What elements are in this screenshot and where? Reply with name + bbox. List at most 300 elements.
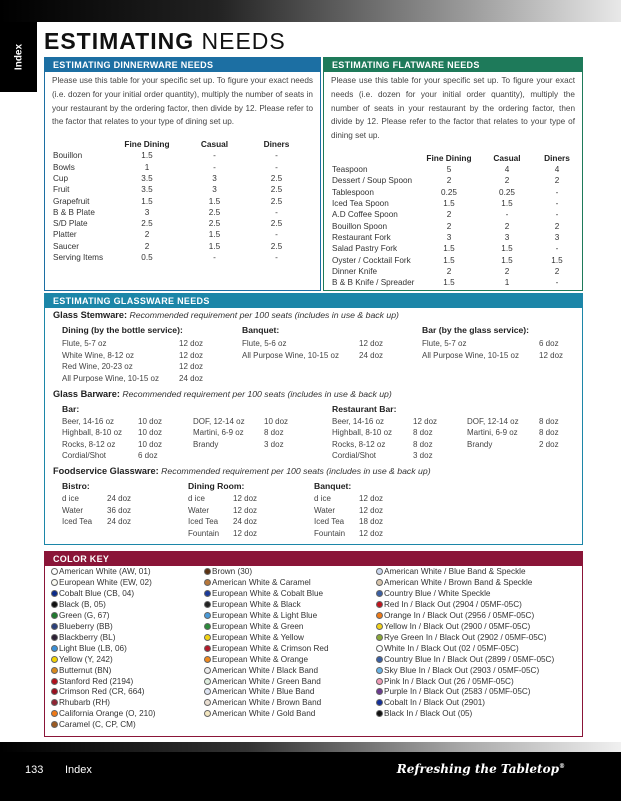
factor-value: 1.5 bbox=[501, 255, 513, 265]
glass-quantity: 8 doz bbox=[539, 417, 559, 426]
factor-value: 2.5 bbox=[270, 241, 283, 251]
glass-item: DOF, 12-14 oz bbox=[193, 417, 245, 426]
table-row bbox=[332, 277, 578, 288]
factor-value: 2.5 bbox=[270, 219, 283, 229]
color-label: European White (EW, 02) bbox=[59, 577, 152, 587]
barware-title bbox=[53, 389, 392, 399]
factor-value: 1.5 bbox=[443, 244, 455, 254]
factor-value: 3.5 bbox=[141, 185, 153, 195]
color-label: American White / Brown Band bbox=[212, 698, 322, 708]
table-row bbox=[332, 164, 578, 175]
glass-quantity: 12 doz bbox=[359, 339, 384, 348]
glass-item: Rocks, 8-12 oz bbox=[62, 439, 116, 449]
table-row bbox=[332, 198, 578, 209]
factor-value: 2.5 bbox=[270, 196, 283, 206]
color-label: Brown (30) bbox=[212, 567, 253, 576]
glass-quantity: 12 doz bbox=[359, 528, 384, 538]
color-swatch bbox=[204, 678, 211, 685]
registered-mark: ® bbox=[559, 763, 565, 770]
item-name: S/D Plate bbox=[53, 219, 88, 229]
glass-item: All Purpose Wine, 10-15 oz bbox=[242, 350, 339, 360]
color-label: Orange In / Black Out (2956 / 05MF-05C) bbox=[384, 610, 535, 620]
item-name: B & B Knife / Spreader bbox=[332, 278, 415, 288]
table-row bbox=[53, 218, 303, 229]
table-row bbox=[53, 150, 303, 161]
color-label: European White & Cobalt Blue bbox=[212, 588, 324, 598]
color-swatch bbox=[376, 601, 383, 608]
glass-quantity: 24 doz bbox=[107, 494, 132, 503]
color-label: Cobalt Blue (CB, 04) bbox=[59, 588, 135, 598]
glass-item: All Purpose Wine, 10-15 oz bbox=[422, 350, 519, 360]
glass-quantity: 12 doz bbox=[413, 417, 438, 426]
color-label: Yellow In / Black Out (2900 / 05MF-05C) bbox=[384, 621, 531, 631]
glass-item: Rocks, 8-12 oz bbox=[332, 439, 386, 449]
dinnerware-panel bbox=[44, 57, 321, 291]
table-row bbox=[53, 229, 303, 240]
factor-value: 2.5 bbox=[270, 185, 283, 195]
color-key-item bbox=[376, 709, 472, 720]
glass-quantity: 8 doz bbox=[413, 439, 433, 449]
color-label: European White & Black bbox=[212, 599, 301, 609]
table-row bbox=[332, 175, 578, 186]
glass-item: Water bbox=[314, 505, 336, 515]
color-swatch bbox=[204, 634, 211, 641]
item-name: Salad Pastry Fork bbox=[332, 244, 398, 254]
glass-item: Fountain bbox=[188, 528, 220, 538]
factor-value: 1.5 bbox=[208, 196, 221, 206]
color-key-item bbox=[376, 666, 539, 677]
color-label: Stanford Red (2194) bbox=[59, 676, 134, 686]
color-key-item bbox=[376, 622, 530, 633]
column-header: Fine Dining bbox=[124, 139, 170, 150]
color-key-heading: COLOR KEY bbox=[45, 552, 582, 566]
glass-quantity: 36 doz bbox=[107, 505, 132, 515]
glass-quantity: 12 doz bbox=[179, 350, 204, 360]
glass-quantity: 24 doz bbox=[359, 350, 384, 360]
factor-value: 3 bbox=[144, 207, 150, 217]
factor-value: 2.5 bbox=[141, 219, 153, 229]
color-swatch bbox=[51, 634, 58, 641]
glass-quantity: 6 doz bbox=[539, 339, 559, 348]
footer bbox=[0, 752, 621, 801]
factor-value: - bbox=[505, 210, 509, 220]
color-swatch bbox=[51, 710, 58, 717]
factor-value: 2.5 bbox=[208, 219, 221, 229]
factor-value: 3 bbox=[212, 185, 217, 195]
color-swatch bbox=[376, 710, 383, 717]
color-swatch bbox=[376, 688, 383, 695]
table-row bbox=[53, 207, 303, 218]
glass-item: Cordial/Shot bbox=[332, 451, 377, 461]
color-label: Blackberry (BL) bbox=[59, 632, 116, 642]
factor-value: 2 bbox=[144, 241, 150, 251]
glass-quantity: 24 doz bbox=[233, 517, 258, 527]
table-row bbox=[332, 266, 578, 277]
column-header bbox=[332, 152, 420, 164]
glass-quantity: 10 doz bbox=[264, 417, 289, 426]
color-key-item bbox=[51, 720, 136, 731]
factor-value: 0.25 bbox=[441, 187, 457, 197]
glass-item: Iced Tea bbox=[62, 517, 93, 527]
factor-value: - bbox=[555, 210, 559, 220]
item-name: Saucer bbox=[53, 241, 79, 251]
factor-value: 1 bbox=[504, 278, 510, 288]
factor-value: 0.25 bbox=[499, 187, 515, 197]
glass-quantity: 24 doz bbox=[107, 517, 132, 527]
color-label: White In / Black Out (02 / 05MF-05C) bbox=[384, 643, 519, 653]
factor-value: 1.5 bbox=[551, 255, 563, 265]
glass-quantity: 6 doz bbox=[138, 451, 158, 461]
color-key-item bbox=[376, 644, 519, 655]
color-key-item bbox=[376, 655, 554, 666]
table-row bbox=[332, 254, 578, 265]
flatware-panel bbox=[323, 57, 583, 291]
factor-value: 5 bbox=[446, 165, 452, 175]
factor-value: 4 bbox=[554, 165, 560, 175]
factor-value: 1.5 bbox=[501, 244, 513, 254]
dinnerware-intro: Please use this table for your specific set up. To figure your exact needs (i.e. dozen for your initial order quantity), multiply the number of seats in your restaurant by the ordering factor, then divide by 12. Please refer to the factor that relates to your type of dining set up. bbox=[52, 76, 313, 127]
color-key-item bbox=[376, 633, 546, 644]
factor-value: 1 bbox=[144, 162, 150, 172]
item-name: Dessert / Soup Spoon bbox=[332, 176, 413, 186]
color-swatch bbox=[204, 710, 211, 717]
color-swatch bbox=[376, 568, 383, 575]
glass-quantity: 12 doz bbox=[233, 494, 258, 503]
color-label: European White & Green bbox=[212, 621, 304, 631]
color-label: American White / Blue Band & Speckle bbox=[384, 567, 526, 576]
factor-value: - bbox=[275, 162, 278, 172]
glass-item: Fountain bbox=[314, 528, 346, 538]
color-key-item bbox=[51, 611, 110, 622]
item-name: Tablespoon bbox=[332, 187, 374, 197]
color-swatch bbox=[204, 601, 211, 608]
glass-quantity: 18 doz bbox=[359, 517, 384, 527]
color-swatch bbox=[376, 656, 383, 663]
glass-item: Flute, 5-7 oz bbox=[422, 339, 467, 348]
brand-text: Refreshing the Tabletop bbox=[396, 762, 559, 776]
color-key-item bbox=[204, 622, 303, 633]
foodservice-group-label: Banquet: bbox=[314, 481, 352, 491]
glass-quantity: 12 doz bbox=[233, 505, 258, 515]
factor-value: - bbox=[275, 151, 278, 161]
glass-item: Iced Tea bbox=[314, 517, 345, 527]
table-row bbox=[53, 241, 303, 252]
glass-quantity: 12 doz bbox=[539, 350, 564, 360]
glass-item: All Purpose Wine, 10-15 oz bbox=[62, 373, 159, 383]
glass-quantity: 12 doz bbox=[359, 494, 384, 503]
factor-value: 2 bbox=[144, 230, 150, 240]
factor-value: - bbox=[213, 151, 216, 161]
color-swatch bbox=[376, 667, 383, 674]
bottom-gradient-band bbox=[0, 742, 621, 752]
foodservice-title bbox=[53, 466, 431, 476]
color-key-item bbox=[51, 578, 152, 589]
color-swatch bbox=[51, 721, 58, 728]
table-row bbox=[332, 243, 578, 254]
side-tab-label: Index bbox=[13, 43, 24, 71]
glass-item: Flute, 5-6 oz bbox=[242, 339, 287, 348]
factor-value: 1.5 bbox=[443, 255, 455, 265]
factor-value: 2.5 bbox=[270, 173, 283, 183]
color-label: Purple In / Black Out (2583 / 05MF-05C) bbox=[384, 687, 531, 697]
stemware-group-label: Dining (by the bottle service): bbox=[62, 325, 183, 335]
glass-item: Highball, 8-10 oz bbox=[62, 428, 123, 438]
glass-quantity: 10 doz bbox=[138, 439, 163, 449]
factor-value: 3 bbox=[212, 173, 217, 183]
table-header-row bbox=[53, 138, 303, 150]
glass-quantity: 2 doz bbox=[539, 439, 559, 449]
color-label: American White / Green Band bbox=[212, 676, 321, 686]
page-number: 133 bbox=[25, 764, 44, 776]
factor-value: 2 bbox=[446, 266, 452, 276]
factor-value: 2 bbox=[554, 176, 560, 186]
factor-value: - bbox=[555, 187, 559, 197]
factor-value: - bbox=[555, 199, 559, 209]
column-header: Fine Dining bbox=[426, 152, 472, 163]
factor-value: 2 bbox=[554, 221, 560, 231]
color-label: Butternut (BN) bbox=[59, 665, 112, 675]
item-name: Platter bbox=[53, 230, 77, 240]
color-label: Pink In / Black Out (26 / 05MF-05C) bbox=[384, 676, 514, 686]
color-swatch bbox=[376, 590, 383, 597]
factor-value: - bbox=[213, 253, 216, 262]
factor-value: 3 bbox=[554, 232, 560, 242]
barware-note: Recommended requirement per 100 seats (includes in use & back up) bbox=[119, 389, 392, 399]
color-label: American White (AW, 01) bbox=[59, 567, 151, 576]
table-row bbox=[332, 187, 578, 198]
color-key-item bbox=[376, 611, 534, 622]
table-row bbox=[53, 161, 303, 172]
restaurant-bar-label: Restaurant Bar: bbox=[332, 404, 397, 414]
color-label: Crimson Red (CR, 664) bbox=[59, 687, 145, 697]
color-key-item bbox=[204, 567, 252, 578]
color-label: American White / Gold Band bbox=[212, 709, 316, 719]
color-label: Rye Green In / Black Out (2902 / 05MF-05C) bbox=[384, 632, 547, 642]
color-label: Caramel (C, CP, CM) bbox=[59, 720, 136, 730]
factor-value: 4 bbox=[504, 165, 510, 175]
color-swatch bbox=[204, 667, 211, 674]
color-swatch bbox=[204, 579, 211, 586]
color-swatch bbox=[51, 667, 58, 674]
color-key-item bbox=[376, 600, 522, 611]
glass-item: Martini, 6-9 oz bbox=[193, 428, 244, 438]
factor-value: 2 bbox=[446, 210, 452, 220]
table-row bbox=[332, 220, 578, 231]
color-key-item bbox=[204, 666, 318, 677]
color-key-item bbox=[51, 677, 133, 688]
color-key-item bbox=[204, 687, 314, 698]
dinnerware-heading: ESTIMATING DINNERWARE NEEDS bbox=[45, 58, 320, 72]
factor-value: 3 bbox=[504, 232, 510, 242]
glass-quantity: 12 doz bbox=[359, 505, 384, 515]
glass-item: Martini, 6-9 oz bbox=[467, 428, 518, 438]
color-key-item bbox=[51, 644, 127, 655]
glass-item: Water bbox=[62, 505, 84, 515]
stemware-group-label: Bar (by the glass service): bbox=[422, 325, 529, 335]
top-gradient-band bbox=[0, 0, 621, 22]
factor-value: 2 bbox=[446, 221, 452, 231]
color-swatch bbox=[376, 612, 383, 619]
glassware-heading: ESTIMATING GLASSWARE NEEDS bbox=[45, 294, 582, 308]
glass-item: Brandy bbox=[193, 439, 219, 449]
color-key-item bbox=[204, 633, 304, 644]
stemware-title bbox=[53, 310, 399, 320]
color-key-item bbox=[51, 655, 113, 666]
color-label: Sky Blue In / Black Out (2903 / 05MF-05C) bbox=[384, 665, 540, 675]
title-light: NEEDS bbox=[194, 28, 286, 54]
color-swatch bbox=[204, 645, 211, 652]
color-label: Cobalt In / Black Out (2901) bbox=[384, 698, 486, 708]
color-label: Green (G, 67) bbox=[59, 610, 110, 620]
color-swatch bbox=[204, 699, 211, 706]
color-swatch bbox=[376, 579, 383, 586]
factor-value: 2 bbox=[504, 176, 510, 186]
factor-value: 0.5 bbox=[141, 253, 153, 262]
factor-value: 1.5 bbox=[443, 278, 455, 288]
factor-value: 1.5 bbox=[501, 199, 513, 209]
glass-item: Highball, 8-10 oz bbox=[332, 428, 393, 438]
factor-value: - bbox=[555, 244, 559, 254]
color-label: Yellow (Y, 242) bbox=[59, 654, 113, 664]
color-swatch bbox=[204, 656, 211, 663]
factor-value: 1.5 bbox=[141, 196, 153, 206]
factor-value: 2 bbox=[504, 221, 510, 231]
color-label: Light Blue (LB, 06) bbox=[59, 643, 127, 653]
table-row bbox=[53, 252, 303, 263]
footer-section-link[interactable]: Index bbox=[65, 764, 92, 776]
glass-quantity: 8 doz bbox=[264, 428, 284, 438]
dinnerware-table bbox=[53, 138, 303, 263]
factor-value: - bbox=[275, 207, 278, 217]
color-key-item bbox=[204, 655, 308, 666]
color-key-item bbox=[204, 698, 321, 709]
color-label: Black In / Black Out (05) bbox=[384, 709, 473, 719]
color-swatch bbox=[51, 699, 58, 706]
color-key-item bbox=[376, 578, 532, 589]
glass-quantity: 12 doz bbox=[233, 528, 258, 538]
flatware-table bbox=[332, 152, 578, 288]
glass-item: Brandy bbox=[467, 439, 493, 449]
color-key-item bbox=[51, 709, 155, 720]
factor-value: 2 bbox=[504, 266, 510, 276]
glass-item: d ice bbox=[188, 494, 205, 503]
color-key-item bbox=[204, 589, 323, 600]
flatware-intro: Please use this table for your specific set up. To figure your exact needs (i.e. dozen for your initial order quantity), multiply the number of seats in your restaurant by the ordering factor, then divide by 12. Please refer to the factor that relates to your type of dining set up. bbox=[331, 76, 575, 141]
color-key-item bbox=[204, 611, 317, 622]
glass-quantity: 10 doz bbox=[138, 417, 163, 426]
glass-quantity: 8 doz bbox=[539, 428, 559, 438]
item-name: A.D Coffee Spoon bbox=[332, 210, 398, 220]
color-swatch bbox=[51, 568, 58, 575]
item-name: Iced Tea Spoon bbox=[332, 199, 389, 209]
factor-value: 1.5 bbox=[443, 199, 455, 209]
color-key-item bbox=[51, 567, 151, 578]
table-row bbox=[53, 173, 303, 184]
glass-quantity: 3 doz bbox=[413, 451, 433, 461]
item-name: Bouillon Spoon bbox=[332, 221, 388, 231]
color-key-item bbox=[51, 687, 145, 698]
glass-quantity: 12 doz bbox=[179, 362, 204, 372]
color-label: European White & Yellow bbox=[212, 632, 304, 642]
table-row bbox=[332, 209, 578, 220]
glass-item: Beer, 14-16 oz bbox=[62, 417, 115, 426]
color-swatch bbox=[51, 645, 58, 652]
title-bold: ESTIMATING bbox=[44, 28, 195, 54]
index-side-tab[interactable] bbox=[0, 22, 37, 92]
factor-value: - bbox=[275, 253, 278, 262]
color-swatch bbox=[204, 590, 211, 597]
color-key-item bbox=[204, 600, 301, 611]
glass-quantity: 10 doz bbox=[138, 428, 163, 438]
glass-quantity: 12 doz bbox=[179, 339, 204, 348]
color-key-item bbox=[51, 666, 111, 677]
glass-item: DOF, 12-14 oz bbox=[467, 417, 519, 426]
color-key-item bbox=[376, 677, 514, 688]
glass-item: Iced Tea bbox=[188, 517, 219, 527]
color-key-item bbox=[51, 600, 106, 611]
color-label: Rhubarb (RH) bbox=[59, 698, 110, 708]
stemware-group-label: Banquet: bbox=[242, 325, 280, 335]
color-swatch bbox=[204, 568, 211, 575]
item-name: Dinner Knife bbox=[332, 266, 378, 276]
color-label: American White / Brown Band & Speckle bbox=[384, 577, 533, 587]
glass-quantity: 3 doz bbox=[264, 439, 284, 449]
item-name: Restaurant Fork bbox=[332, 232, 391, 242]
item-name: Grapefruit bbox=[53, 196, 90, 206]
item-name: Teaspoon bbox=[332, 165, 368, 175]
factor-value: - bbox=[213, 162, 216, 172]
glass-item: d ice bbox=[62, 494, 79, 503]
factor-value: 1.5 bbox=[141, 151, 153, 161]
factor-value: 2.5 bbox=[208, 207, 221, 217]
item-name: Cup bbox=[53, 173, 69, 183]
color-swatch bbox=[51, 688, 58, 695]
color-swatch bbox=[204, 623, 211, 630]
color-key-item bbox=[51, 698, 110, 709]
foodservice-note: Recommended requirement per 100 seats (includes in use & back up) bbox=[158, 466, 431, 476]
factor-value: 1.5 bbox=[208, 230, 221, 240]
color-swatch bbox=[51, 590, 58, 597]
item-name: B & B Plate bbox=[53, 207, 95, 217]
item-name: Fruit bbox=[53, 185, 70, 195]
flatware-heading: ESTIMATING FLATWARE NEEDS bbox=[324, 58, 582, 72]
color-key-item bbox=[376, 567, 526, 578]
factor-value: 3.5 bbox=[141, 173, 153, 183]
table-header-row bbox=[332, 152, 578, 164]
color-key-item bbox=[204, 677, 321, 688]
column-header bbox=[53, 138, 115, 150]
color-label: Country Blue In / Black Out (2899 / 05MF-05C) bbox=[384, 654, 555, 664]
item-name: Bowls bbox=[53, 162, 75, 172]
foodservice-group-label: Bistro: bbox=[62, 481, 90, 491]
color-swatch bbox=[51, 623, 58, 630]
color-key-item bbox=[376, 687, 531, 698]
column-header: Casual bbox=[200, 139, 229, 150]
color-swatch bbox=[376, 623, 383, 630]
color-key-item bbox=[51, 622, 113, 633]
factor-value: 2 bbox=[554, 266, 560, 276]
color-key-item bbox=[376, 589, 491, 600]
foodservice-group-label: Dining Room: bbox=[188, 481, 245, 491]
factor-value: - bbox=[275, 230, 278, 240]
factor-value: 3 bbox=[446, 232, 452, 242]
barware-title-text: Glass Barware: bbox=[53, 389, 120, 399]
color-key-item bbox=[204, 578, 311, 589]
stemware-note: Recommended requirement per 100 seats (includes in use & back up) bbox=[127, 310, 399, 320]
color-swatch bbox=[376, 634, 383, 641]
color-label: Country Blue / White Speckle bbox=[384, 588, 491, 598]
table-row bbox=[53, 195, 303, 206]
